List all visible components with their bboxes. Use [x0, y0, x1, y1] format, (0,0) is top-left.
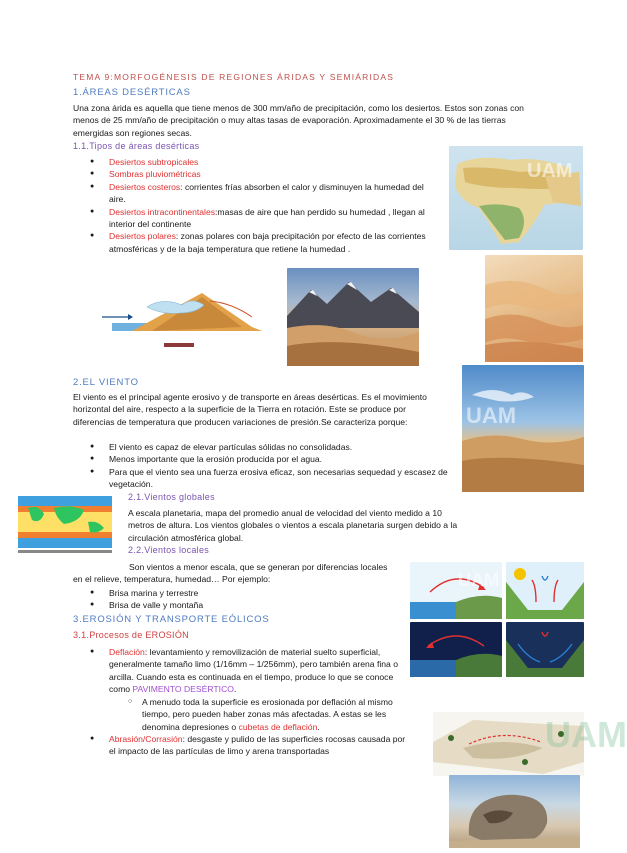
erosion-processes-list: [90, 646, 409, 696]
deflation-basin-diagram: [433, 712, 627, 776]
watermark-text: UAM: [545, 714, 627, 755]
list-item: ● Menos importante que la erosión producida por el agua.: [90, 454, 323, 465]
dunes-illustration: [485, 255, 583, 362]
wind-map-illustration: [14, 494, 116, 558]
rain-shadow-illustration: [92, 283, 267, 351]
section-2-1-heading: 2.1.Vientos globales: [128, 492, 215, 502]
rain-shadow-diagram: [92, 283, 267, 351]
list-item: ● Para que el viento sea una fuerza erosiva eficaz, son necesarias sequedad y escasez de vegetación.: [90, 466, 448, 490]
abrasion-list: [90, 733, 409, 758]
mountain-breeze-illustration: [506, 622, 584, 677]
desert-landscape-photo: [462, 365, 584, 492]
land-breeze-diagram: [410, 622, 502, 677]
list-item: ● Brisa de valle y montaña: [90, 600, 204, 611]
rock-illustration: [449, 775, 580, 848]
valley-breeze-illustration: [506, 562, 584, 619]
mountain-desert-photo: [287, 268, 419, 366]
section-2-intro: El viento es el principal agente erosivo y de transporte en áreas desérticas. Es el movimiento horizontal del aire, respecto a la superficie de la Tierra en rotación. Este se produce por diferencias de temperatura que producen variaciones de presión.Se caracteriza porque:: [73, 392, 427, 427]
sea-breeze-diagram: [410, 562, 502, 619]
list-item: ● Desiertos costeros: corrientes frías absorben el calor y disminuyen la humedad del aire.: [90, 181, 424, 205]
section-3-1-heading: 3.1.Procesos de EROSIÓN: [73, 630, 189, 640]
section-2-2-text: Son vientos a menor escala, que se generan por diferencias locales en el relieve, temperatura, humedad… Por ejemplo:: [73, 562, 388, 585]
list-item: ● Brisa marina y terrestre: [90, 588, 199, 598]
watermark-text: UAM: [466, 403, 517, 428]
local-winds-list: [90, 587, 369, 612]
list-item: ● Desiertos intracontinentales:masas de aire que han perdido su humedad , llegan al interior del continente: [90, 206, 425, 230]
section-2-heading: 2.EL VIENTO: [73, 377, 139, 388]
dunes-photo: [485, 255, 583, 362]
list-item: ○ A menudo toda la superficie es erosionada por deflación al mismo tiempo, pero pueden haber zonas más afectadas. A estas se les denomina depresiones o cubetas de deflación.: [128, 697, 393, 732]
section-1-heading: 1.ÁREAS DESÉRTICAS: [73, 87, 191, 98]
list-item: ● El viento es capaz de elevar partículas sólidas no consolidadas.: [90, 442, 353, 452]
section-3-heading: 3.EROSIÓN Y TRANSPORTE EÓLICOS: [73, 614, 270, 625]
list-item: ● Desiertos polares: zonas polares con baja precipitación por efecto de las corrientes atmosféricas y de la baja temperatura que retiene la humedad .: [90, 231, 426, 254]
land-breeze-illustration: [410, 622, 502, 677]
section-1-intro: Una zona árida es aquella que tiene menos de 300 mm/año de precipitación, como los desiertos. Estos son zonas con menos de 25 mm/año de precipitación o muy altas tasas de evaporación. Aproximadamente el 30 % de las tierras emergidas son regiones secas.: [73, 103, 524, 138]
watermark-text: UAM: [458, 570, 499, 590]
deflation-subitem-list: [128, 696, 410, 733]
wind-characteristics-list: [90, 441, 449, 491]
mountain-breeze-diagram: [506, 622, 584, 677]
watermark-text: UAM: [527, 160, 573, 182]
africa-map-image: [449, 146, 583, 250]
list-item: ● Abrasión/Corrasión: desgaste y pulido de las superficies rocosas causada por el impacto de las partículas de limo y arena transportadas: [90, 734, 406, 757]
list-item: ● Sombras pluviométricas: [90, 169, 201, 180]
page-title: TEMA 9:MORFOGÉNESIS DE REGIONES ÁRIDAS Y SEMIÁRIDAS: [73, 72, 395, 82]
section-1-1-heading: 1.1.Tipos de áreas desérticas: [73, 141, 200, 151]
list-item: ● Deflación: levantamiento y removilización de material suelto superficial, generalmente tamaño limo (1/16mm – 1/256mm), pero también arena fina o arcilla. Cuando esta es continuada en el tiempo, produce lo que se conoce como PAVIMENTO DESÉRTICO.: [90, 647, 398, 695]
abrasion-rock-photo: [449, 775, 580, 848]
list-item: ● Desiertos subtropicales: [90, 157, 199, 167]
global-wind-map: [14, 494, 116, 558]
valley-breeze-diagram: [506, 562, 584, 619]
mountain-illustration: [287, 268, 419, 366]
desert-types-list: [90, 156, 427, 255]
section-2-1-text: A escala planetaria, mapa del promedio anual de velocidad del viento medido a 10 metros de altura. Los vientos globales o vientos a escala planetaria surgen debido a la circulación atmosférica global.: [128, 508, 458, 543]
section-2-2-heading: 2.2.Vientos locales: [128, 545, 210, 555]
